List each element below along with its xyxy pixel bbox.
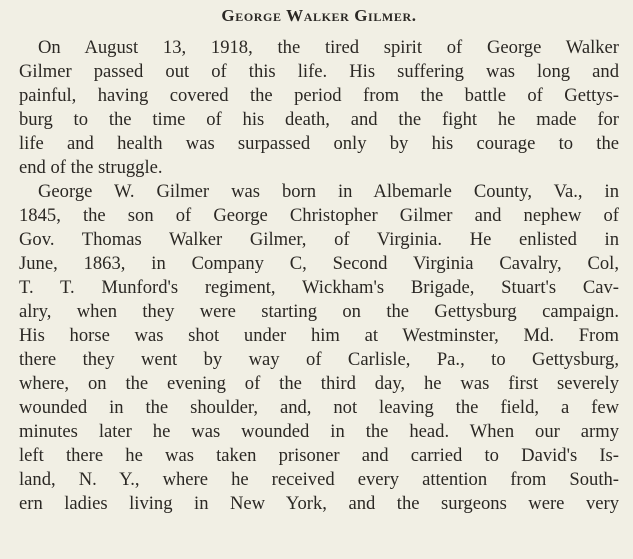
article-title: George Walker Gilmer. — [221, 6, 417, 25]
text-line: ern ladies living in New York, and the surgeons were very — [19, 493, 619, 514]
text-line: burg to the time of his death, and the fight he made for — [19, 109, 619, 130]
text-line: alry, when they were starting on the Gettysburg campaign. — [19, 301, 619, 322]
text-line: there they went by way of Carlisle, Pa., to Gettysburg, — [19, 349, 619, 370]
text-line: land, N. Y., where he received every attention from South- — [19, 469, 619, 490]
text-line: 1845, the son of George Christopher Gilmer and nephew of — [19, 205, 619, 226]
text-line: minutes later he was wounded in the head. When our army — [19, 421, 619, 442]
text-line: end of the struggle. — [19, 157, 163, 178]
text-line: where, on the evening of the third day, he was first severely — [19, 373, 619, 394]
text-line: Gov. Thomas Walker Gilmer, of Virginia. He enlisted in — [19, 229, 619, 250]
text-line: wounded in the shoulder, and, not leaving the field, a few — [19, 397, 619, 418]
text-line: painful, having covered the period from the battle of Gettys- — [19, 85, 619, 106]
text-line: Gilmer passed out of this life. His suffering was long and — [19, 61, 619, 82]
text-line: T. T. Munford's regiment, Wickham's Brigade, Stuart's Cav- — [19, 277, 619, 298]
text-line: left there he was taken prisoner and carried to David's Is- — [19, 445, 619, 466]
paragraph-1 — [19, 36, 619, 180]
text-line: On August 13, 1918, the tired spirit of George Walker — [38, 37, 619, 58]
text-line: life and health was surpassed only by his courage to the — [19, 133, 619, 154]
paragraph-2 — [19, 180, 619, 516]
text-line: His horse was shot under him at Westminster, Md. From — [19, 325, 619, 346]
text-line: June, 1863, in Company C, Second Virginia Cavalry, Col, — [19, 253, 619, 274]
text-line: George W. Gilmer was born in Albemarle County, Va., in — [38, 181, 619, 202]
